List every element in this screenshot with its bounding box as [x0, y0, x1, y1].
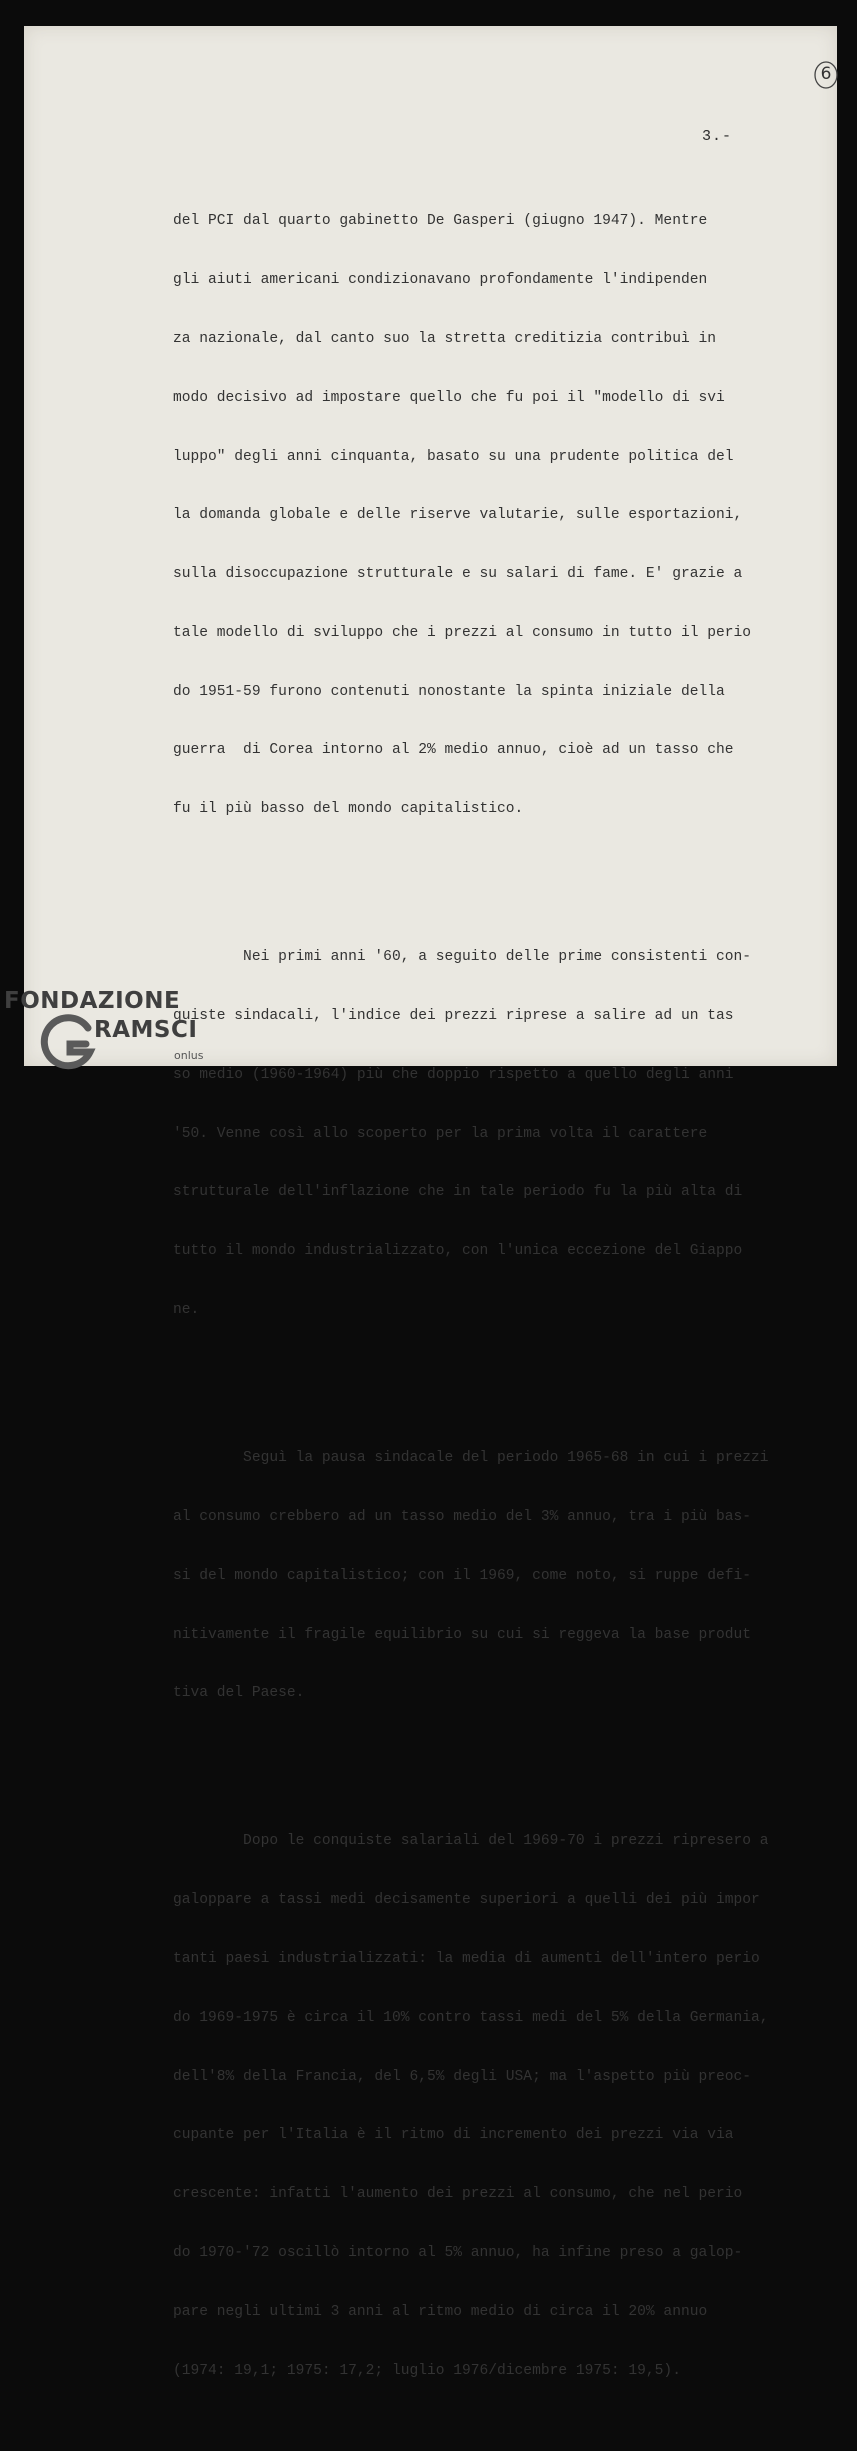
text-line: strutturale dell'inflazione che in tale periodo fu la più alta di — [173, 1184, 743, 1201]
text-line: dell'8% della Francia, del 6,5% degli USA; ma l'aspetto più preoc- — [173, 2068, 752, 2085]
text-line: Nei primi anni '60, a seguito delle prime consistenti con- — [173, 949, 752, 966]
paragraph-4 — [173, 1793, 833, 2420]
paragraph-3 — [173, 1410, 833, 1743]
text-line: tutto il mondo industrializzato, con l'unica eccezione del Giappo — [173, 1243, 743, 1260]
text-line: la domanda globale e delle riserve valutarie, sulle esportazioni, — [173, 507, 743, 524]
text-line: quiste sindacali, l'indice dei prezzi riprese a salire ad un tas — [173, 1008, 734, 1025]
text-line: crescente: infatti l'aumento dei prezzi al consumo, che nel perio — [173, 2186, 743, 2203]
text-line: guerra di Corea intorno al 2% medio annuo, cioè ad un tasso che — [173, 742, 734, 759]
gramsci-g-icon — [36, 1010, 100, 1074]
text-line: galoppare a tassi medi decisamente superiori a quelli dei più impor — [173, 1892, 760, 1909]
watermark-line-1: FONDAZIONE — [4, 988, 181, 1014]
watermark-line-2: RAMSCI — [94, 1017, 198, 1043]
text-line: luppo" degli anni cinquanta, basato su una prudente politica del — [173, 448, 734, 465]
text-line: '50. Venne così allo scoperto per la prima volta il carattere — [173, 1125, 708, 1142]
text-line: si del mondo capitalistico; con il 1969, come noto, si ruppe defi- — [173, 1567, 752, 1584]
body-text — [173, 134, 833, 2451]
text-line: nitivamente il fragile equilibrio su cui si reggeva la base produt — [173, 1626, 752, 1643]
folio-text: 6 — [820, 64, 832, 84]
paragraph-2 — [173, 909, 833, 1360]
text-line: do 1951-59 furono contenuti nonostante la spinta iniziale della — [173, 683, 725, 700]
text-line: fu il più basso del mondo capitalistico. — [173, 801, 524, 818]
text-line: tale modello di sviluppo che i prezzi al consumo in tutto il perio — [173, 624, 752, 641]
text-line: do 1970-'72 oscillò intorno al 5% annuo, ha infine preso a galop- — [173, 2244, 743, 2261]
text-line: al consumo crebbero ad un tasso medio del 3% annuo, tra i più bas- — [173, 1508, 752, 1525]
text-line: tiva del Paese. — [173, 1685, 305, 1702]
page-number: 3.- — [702, 128, 733, 145]
text-line: tanti paesi industrializzati: la media di aumenti dell'intero perio — [173, 1951, 760, 1968]
folio-number — [814, 60, 838, 88]
text-line: Seguì la pausa sindacale del periodo 1965-68 in cui i prezzi — [173, 1450, 769, 1467]
text-line: so medio (1960-1964) più che doppio rispetto a quello degli anni — [173, 1066, 734, 1083]
text-line: sulla disoccupazione strutturale e su salari di fame. E' grazie a — [173, 566, 743, 583]
text-line: modo decisivo ad impostare quello che fu poi il "modello di svi — [173, 389, 725, 406]
text-line: za nazionale, dal canto suo la stretta creditizia contribuì in — [173, 330, 716, 347]
text-line: ne. — [173, 1302, 200, 1319]
text-line: do 1969-1975 è circa il 10% contro tassi medi del 5% della Germania, — [173, 2009, 769, 2026]
text-line: gli aiuti americani condizionavano profondamente l'indipenden — [173, 272, 708, 289]
text-line: Dopo le conquiste salariali del 1969-70 i prezzi ripresero a — [173, 1833, 769, 1850]
paragraph-1 — [173, 173, 833, 859]
text-line: del PCI dal quarto gabinetto De Gasperi (giugno 1947). Mentre — [173, 213, 708, 230]
fondazione-gramsci-watermark — [4, 988, 234, 1080]
watermark-line-3: onlus — [174, 1049, 204, 1062]
text-line: pare negli ultimi 3 anni al ritmo medio di circa il 20% annuo — [173, 2303, 708, 2320]
text-line: (1974: 19,1; 1975: 17,2; luglio 1976/dicembre 1975: 19,5). — [173, 2362, 681, 2379]
text-line: cupante per l'Italia è il ritmo di incremento dei prezzi via via — [173, 2127, 734, 2144]
